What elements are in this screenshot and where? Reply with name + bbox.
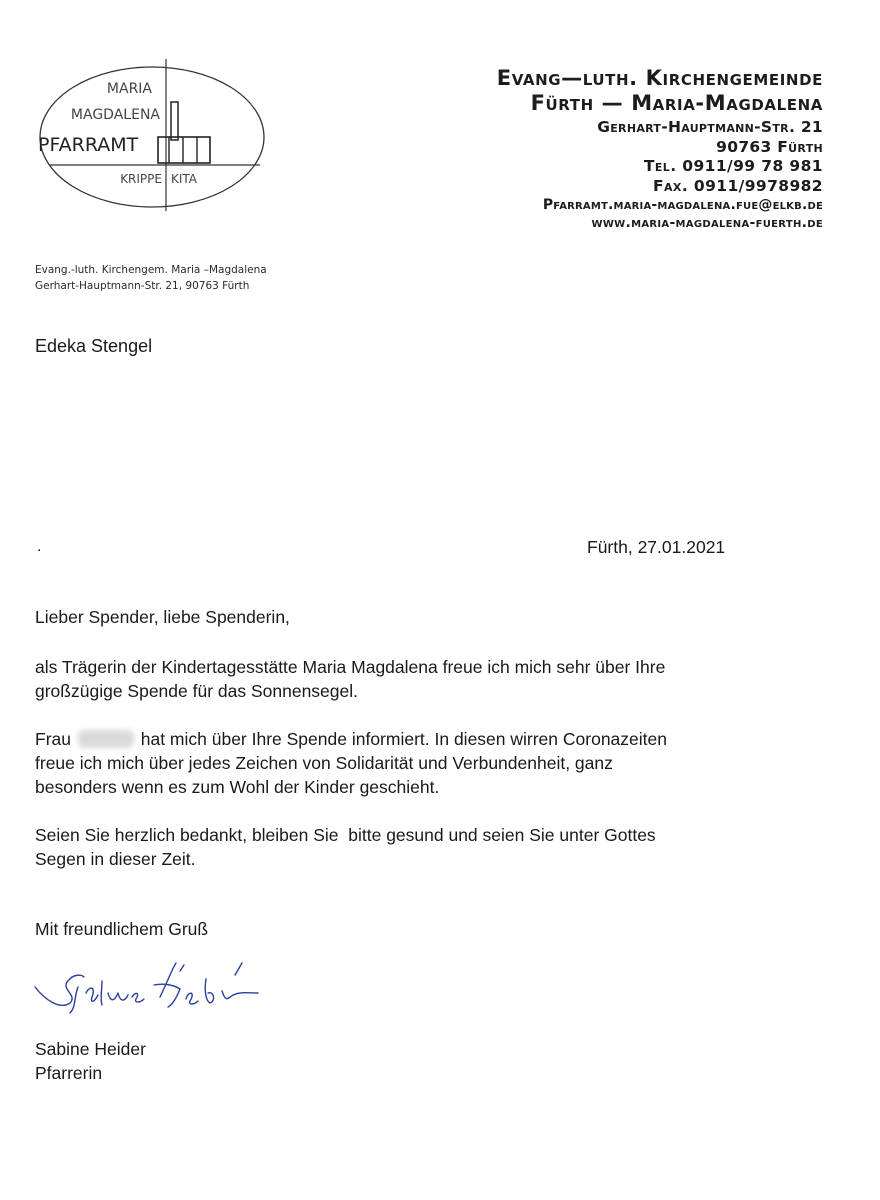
letterhead: [497, 68, 823, 230]
signer-block: [35, 1037, 146, 1085]
paragraph-1-line-1: als Trägerin der Kindertagesstätte Maria Magdalena freue ich mich sehr über Ihre: [35, 657, 666, 677]
sender-line-1: Evang.-luth. Kirchengem. Maria –Magdalena: [35, 264, 267, 276]
city-address: 90763 Fürth: [716, 137, 823, 156]
salutation: Lieber Spender, liebe Spenderin,: [35, 607, 290, 627]
svg-text:MARIA: MARIA: [106, 81, 152, 97]
svg-text:MAGDALENA: MAGDALENA: [70, 107, 160, 123]
parish-logo: [30, 55, 270, 215]
paragraph-3-line-2: Segen in dieser Zeit.: [35, 849, 196, 869]
paragraph-2: [35, 727, 835, 799]
paragraph-2-prefix: Frau: [35, 729, 71, 749]
phone-number: Tel. 0911/99 78 981: [643, 157, 823, 175]
handwritten-signature: [30, 945, 280, 1020]
signature-icon: [30, 945, 280, 1020]
recipient-name: Edeka Stengel: [35, 336, 153, 356]
paragraph-2-line-3: besonders wenn es zum Wohl der Kinder geschieht.: [35, 777, 440, 797]
signer-name: Sabine Heider: [35, 1039, 146, 1059]
paragraph-3-line-1: Seien Sie herzlich bedankt, bleiben Sie bitte gesund und seien Sie unter Gottes: [35, 825, 656, 845]
signer-title: Pfarrerin: [35, 1063, 103, 1083]
svg-text:KITA: KITA: [171, 172, 198, 186]
svg-text:KRIPPE: KRIPPE: [120, 172, 162, 186]
organization-location: Fürth — Maria-Magdalena: [530, 91, 823, 115]
paragraph-2-line-1-rest: hat mich über Ihre Spende informiert. In diesen wirren Coronazeiten: [140, 729, 667, 749]
closing: Mit freundlichem Gruß: [35, 919, 209, 939]
paragraph-2-line-1: [35, 727, 835, 751]
email-address: Pfarramt.maria-magdalena.fue@elkb.de: [542, 197, 823, 213]
organization-name: Evang—luth. Kirchengemeinde: [496, 66, 823, 90]
paragraph-2-line-2: freue ich mich über jedes Zeichen von Solidarität und Verbundenheit, ganz: [35, 753, 613, 773]
paragraph-1-line-2: großzügige Spende für das Sonnensegel.: [35, 681, 359, 701]
stray-mark: .: [37, 538, 42, 555]
fax-number: Fax. 0911/9978982: [653, 176, 823, 195]
paragraph-1: [35, 655, 835, 703]
website-address: www.maria-magdalena-fuerth.de: [591, 215, 823, 231]
paragraph-3: [35, 823, 835, 871]
church-logo-icon: [30, 55, 270, 215]
sender-line-2: Gerhart-Hauptmann-Str. 21, 90763 Fürth: [35, 280, 250, 292]
redacted-name: [78, 730, 134, 748]
letter-date: Fürth, 27.01.2021: [587, 537, 726, 557]
svg-text:PFARRAMT: PFARRAMT: [38, 134, 139, 156]
sender-return-address: [35, 262, 267, 294]
street-address: Gerhart-Hauptmann-Str. 21: [597, 118, 823, 136]
